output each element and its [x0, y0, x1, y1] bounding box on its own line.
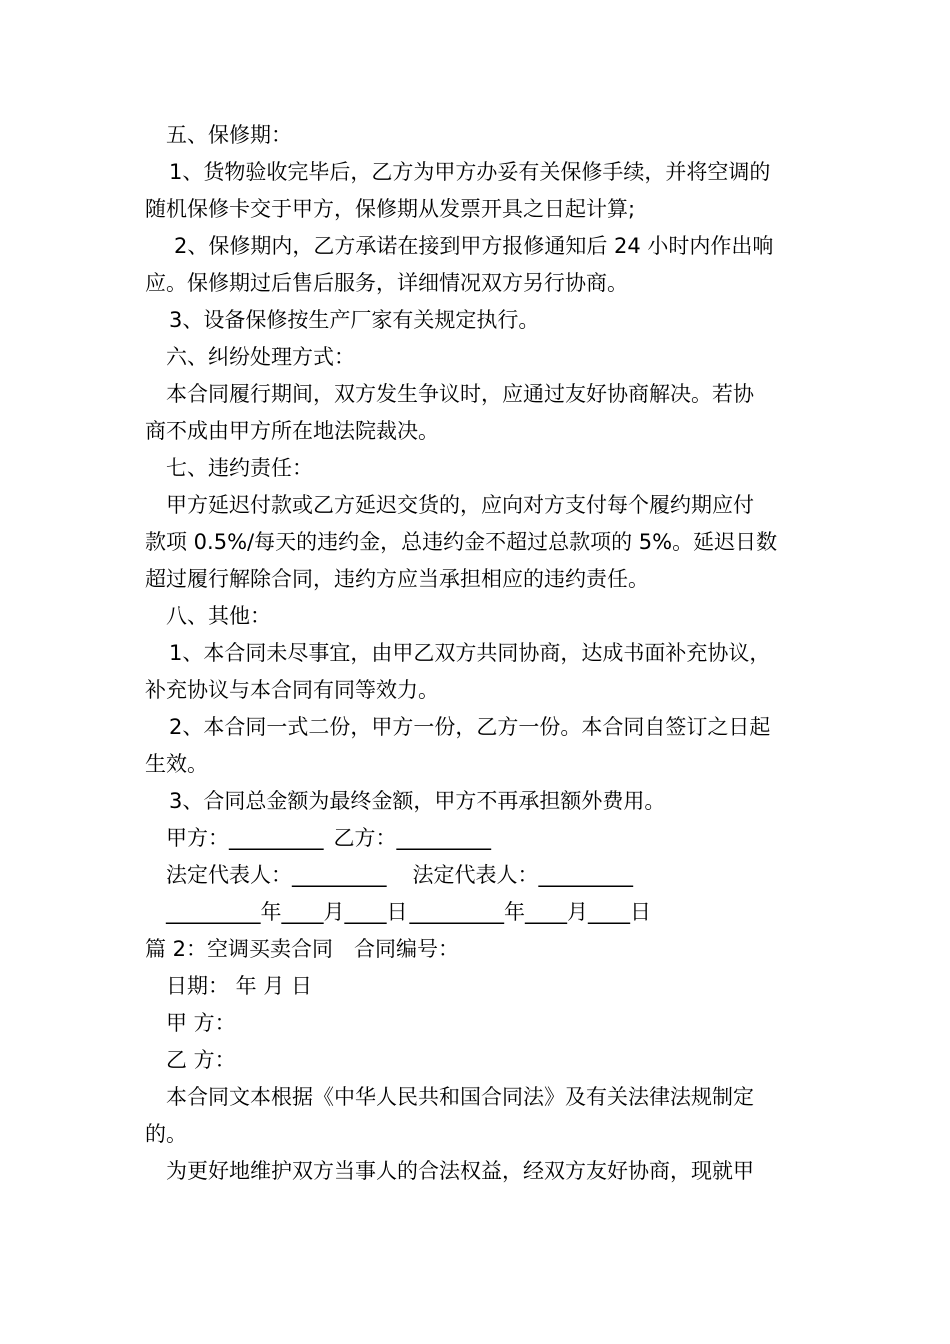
date-a-blank: _________年____月____日 — [166, 900, 408, 924]
section-8-item-3: 3、合同总金额为最终金额，甲方不再承担额外费用。 — [169, 789, 666, 813]
section-8-item-1-line-2: 补充协议与本合同有同等效力。 — [145, 678, 439, 702]
rep-a-signature: 法定代表人：_________ — [166, 863, 387, 887]
contract-2-party-b: 乙 方： — [166, 1048, 236, 1072]
section-6-heading: 六、纠纷处理方式： — [166, 345, 355, 369]
section-7-body-line-2: 款项 0.5%/每天的违约金，总违约金不超过总款项的 5%。延迟日数 — [145, 530, 778, 554]
section-7-body-line-1: 甲方延迟付款或乙方延迟交货的，应向对方支付每个履约期应付 — [166, 493, 754, 517]
contract-2-purpose-line-1: 为更好地维护双方当事人的合法权益，经双方友好协商，现就甲 — [166, 1159, 754, 1183]
document-page — [145, 117, 807, 1190]
section-5-heading: 五、保修期： — [166, 123, 292, 147]
contract-2-party-a: 甲 方： — [166, 1011, 236, 1035]
signature-parties — [145, 820, 807, 857]
section-8-heading: 八、其他： — [166, 604, 271, 628]
rep-b-signature: 法定代表人：_________ — [412, 863, 633, 887]
party-b-signature: 乙方：_________ — [333, 826, 491, 850]
section-5-item-2-line-1: 2、保修期内，乙方承诺在接到甲方报修通知后 24 小时内作出响 — [174, 234, 774, 258]
contract-2-title: 篇 2：空调买卖合同 合同编号： — [145, 937, 460, 961]
section-7-heading: 七、违约责任： — [166, 456, 313, 480]
date-b-blank: _________年____月____日 — [409, 900, 651, 924]
section-5-item-1-line-2: 随机保修卡交于甲方，保修期从发票开具之日起计算; — [145, 197, 636, 221]
section-8-item-2-line-2: 生效。 — [145, 752, 208, 776]
section-6-body-line-1: 本合同履行期间，双方发生争议时，应通过友好协商解决。若协 — [166, 382, 754, 406]
section-5-item-2-line-2: 应。保修期过后售后服务，详细情况双方另行协商。 — [145, 271, 628, 295]
signature-dates — [145, 894, 807, 931]
section-7-body-line-3: 超过履行解除合同，违约方应当承担相应的违约责任。 — [145, 567, 649, 591]
party-a-signature: 甲方：_________ — [166, 826, 324, 850]
contract-2-intro-line-1: 本合同文本根据《中华人民共和国合同法》及有关法律法规制定 — [166, 1085, 754, 1109]
section-6-body-line-2: 商不成由甲方所在地法院裁决。 — [145, 419, 439, 443]
contract-2-date: 日期： 年 月 日 — [166, 974, 313, 998]
section-8-item-2-line-1: 2、本合同一式二份，甲方一份，乙方一份。本合同自签订之日起 — [169, 715, 771, 739]
section-8-item-1-line-1: 1、本合同未尽事宜，由甲乙双方共同协商，达成书面补充协议， — [169, 641, 771, 665]
signature-representatives — [145, 857, 807, 894]
section-5-item-1-line-1: 1、货物验收完毕后，乙方为甲方办妥有关保修手续，并将空调的 — [169, 160, 771, 184]
section-5-item-3: 3、设备保修按生产厂家有关规定执行。 — [169, 308, 540, 332]
contract-2-intro-line-2: 的。 — [145, 1122, 187, 1146]
